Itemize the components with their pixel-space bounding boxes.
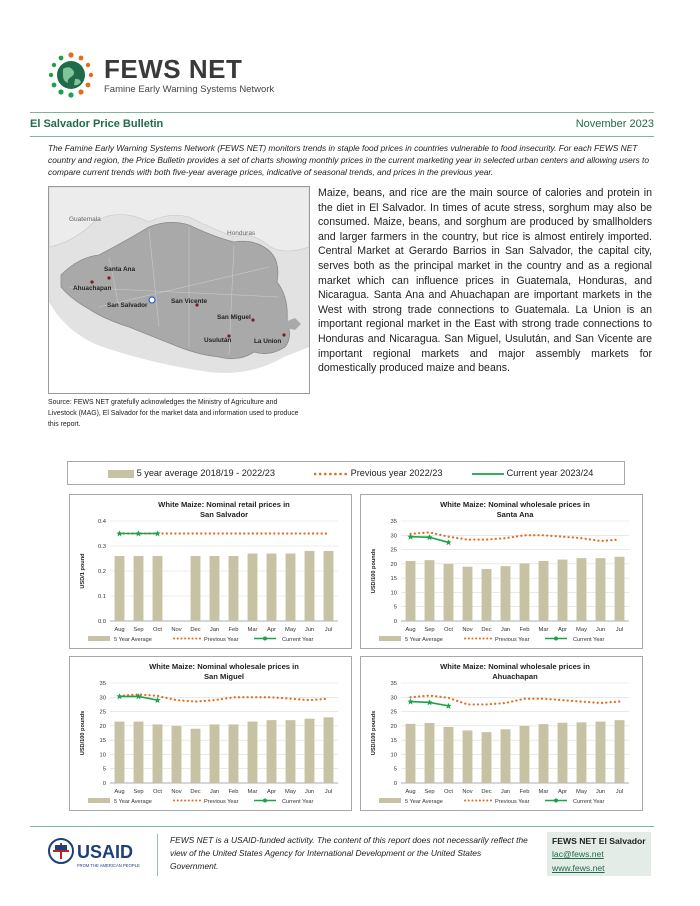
bar-five-year bbox=[248, 722, 258, 783]
y-tick-label: 0 bbox=[393, 619, 397, 625]
x-tick-label: Apr bbox=[266, 789, 277, 795]
chart-title-line2: Santa Ana bbox=[496, 510, 534, 519]
x-tick-label: Feb bbox=[228, 789, 239, 795]
y-tick-label: 5 bbox=[393, 766, 397, 773]
bar-five-year bbox=[229, 724, 239, 783]
x-tick-label: Oct bbox=[152, 789, 163, 795]
line-previous-year bbox=[411, 696, 620, 705]
title-rule bbox=[30, 136, 654, 137]
x-tick-label: Jun bbox=[304, 627, 315, 633]
y-tick-label: 10 bbox=[99, 752, 106, 759]
bar-five-year bbox=[463, 567, 473, 621]
bulletin-title-row bbox=[30, 118, 654, 134]
x-tick-label: Aug bbox=[405, 789, 416, 795]
y-tick-label: 15 bbox=[390, 576, 397, 583]
chart-ahuachapan bbox=[360, 656, 643, 811]
legend-current-label: Current year 2023/24 bbox=[506, 468, 594, 478]
x-tick-label: Jan bbox=[209, 789, 220, 795]
x-tick-label: Sep bbox=[133, 789, 144, 795]
y-tick-label: 0.0 bbox=[97, 619, 106, 625]
market-map bbox=[48, 186, 310, 394]
map-market-san-vicente: San Vicente bbox=[171, 298, 208, 305]
bar-five-year bbox=[615, 720, 625, 783]
y-axis-label: USD/1 pound bbox=[80, 553, 86, 589]
x-tick-label: May bbox=[285, 789, 296, 795]
map-market-la-union: La Union bbox=[254, 338, 282, 345]
bulletin-date: November 2023 bbox=[575, 118, 654, 130]
fews-net-logo bbox=[46, 50, 346, 100]
bar-five-year bbox=[463, 730, 473, 783]
legend-bar-swatch bbox=[379, 636, 401, 641]
x-tick-label: Dec bbox=[190, 789, 201, 795]
x-tick-label: Jun bbox=[595, 627, 606, 633]
x-tick-label: Oct bbox=[152, 627, 163, 633]
legend-previous-label: Previous year 2022/23 bbox=[350, 468, 443, 478]
y-tick-label: 30 bbox=[99, 695, 106, 702]
x-tick-label: Nov bbox=[462, 789, 473, 795]
legend-label-five-year: 5 Year Average bbox=[114, 637, 152, 643]
bar-five-year bbox=[406, 561, 416, 621]
x-tick-label: Aug bbox=[114, 789, 125, 795]
bar-five-year bbox=[172, 726, 182, 783]
x-tick-label: Jan bbox=[209, 627, 220, 633]
bar-five-year bbox=[596, 558, 606, 621]
y-tick-label: 25 bbox=[99, 709, 106, 716]
bar-five-year bbox=[596, 722, 606, 783]
x-tick-label: Dec bbox=[190, 627, 201, 633]
x-tick-label: May bbox=[285, 627, 296, 633]
legend-label-five-year: 5 Year Average bbox=[405, 799, 443, 805]
bar-five-year bbox=[539, 561, 549, 621]
legend-label-previous: Previous Year bbox=[204, 637, 239, 643]
y-tick-label: 0 bbox=[102, 781, 106, 787]
legend-bar-swatch bbox=[379, 798, 401, 803]
legend-previous bbox=[314, 468, 443, 479]
x-tick-label: Sep bbox=[424, 627, 435, 633]
bar-five-year bbox=[577, 722, 587, 783]
y-tick-label: 0.2 bbox=[97, 569, 106, 575]
x-tick-label: Oct bbox=[443, 789, 454, 795]
x-tick-label: Dec bbox=[481, 627, 492, 633]
x-tick-label: Mar bbox=[538, 627, 549, 633]
x-tick-label: Apr bbox=[557, 789, 568, 795]
legend-bar-swatch bbox=[88, 798, 110, 803]
x-tick-label: Sep bbox=[424, 789, 435, 795]
bar-five-year bbox=[425, 560, 435, 621]
chart-santa-ana bbox=[360, 494, 643, 649]
chart-title-line1: White Maize: Nominal wholesale prices in bbox=[440, 500, 590, 509]
y-tick-label: 0.3 bbox=[97, 544, 106, 550]
bar-five-year bbox=[324, 551, 334, 621]
bar-five-year bbox=[153, 556, 163, 621]
bar-five-year bbox=[501, 729, 511, 783]
x-tick-label: Jul bbox=[615, 789, 624, 795]
y-tick-label: 35 bbox=[390, 681, 397, 687]
bar-five-year bbox=[229, 556, 239, 621]
bar-five-year bbox=[267, 720, 277, 783]
bar-five-year bbox=[267, 554, 277, 622]
x-tick-label: Mar bbox=[247, 789, 258, 795]
map-label-guatemala: Guatemala bbox=[69, 216, 101, 223]
map-market-san-salvador: San Salvador bbox=[107, 302, 148, 309]
intro-paragraph: The Famine Early Warning Systems Network (FEWS NET) monitors trends in staple food prices in countries vulnerable to food insecurity. For each FEWS NET country and region, the Price Bulletin provides a set of charts showing monthly prices in the current marketing year in selected urban centers and allowing users to compare current trends with both five-year average prices, indicative of seasonal trends, and prices in the previous year. bbox=[48, 143, 649, 178]
bar-five-year bbox=[615, 557, 625, 621]
bar-five-year bbox=[482, 569, 492, 621]
legend-current bbox=[472, 468, 593, 479]
chart-title-line1: White Maize: Nominal wholesale prices in bbox=[440, 662, 590, 671]
x-tick-label: Jun bbox=[304, 789, 315, 795]
line-previous-year bbox=[120, 694, 329, 701]
bar-five-year bbox=[520, 726, 530, 783]
y-tick-label: 0.1 bbox=[97, 594, 106, 600]
x-tick-label: Mar bbox=[538, 789, 549, 795]
map-market-usulutan: Usulután bbox=[204, 337, 232, 344]
email-link[interactable]: lac@fews.net bbox=[552, 849, 604, 860]
usaid-tagline: FROM THE AMERICAN PEOPLE bbox=[77, 863, 140, 868]
chart-san-salvador bbox=[69, 494, 352, 649]
bar-five-year bbox=[558, 723, 568, 783]
y-tick-label: 30 bbox=[390, 695, 397, 702]
bar-five-year bbox=[482, 732, 492, 783]
map-market-santa-ana: Santa Ana bbox=[104, 266, 136, 273]
x-tick-label: Feb bbox=[519, 627, 530, 633]
legend-label-five-year: 5 Year Average bbox=[114, 799, 152, 805]
x-tick-label: Dec bbox=[481, 789, 492, 795]
contact-title: FEWS NET El Salvador bbox=[552, 836, 646, 846]
x-tick-label: Aug bbox=[114, 627, 125, 633]
x-tick-label: Nov bbox=[171, 627, 182, 633]
bar-five-year bbox=[501, 566, 511, 621]
x-tick-label: Nov bbox=[171, 789, 182, 795]
bar-five-year bbox=[115, 556, 125, 621]
legend-label-current: Current Year bbox=[573, 799, 605, 805]
x-tick-label: Nov bbox=[462, 627, 473, 633]
y-tick-label: 5 bbox=[393, 604, 397, 611]
legend-current-marker bbox=[554, 799, 558, 803]
y-tick-label: 35 bbox=[99, 681, 106, 687]
x-tick-label: Mar bbox=[247, 627, 258, 633]
x-tick-label: Feb bbox=[228, 627, 239, 633]
x-tick-label: Apr bbox=[266, 627, 277, 633]
x-tick-label: Jan bbox=[500, 789, 511, 795]
bar-five-year bbox=[425, 723, 435, 783]
logo-name: FEWS NET bbox=[104, 54, 243, 84]
contact-box bbox=[547, 832, 651, 876]
y-tick-label: 35 bbox=[390, 519, 397, 525]
chart-title-line1: White Maize: Nominal retail prices in bbox=[158, 500, 290, 509]
y-tick-label: 5 bbox=[102, 766, 106, 773]
y-tick-label: 15 bbox=[99, 738, 106, 745]
y-axis-label: USD/100 pounds bbox=[371, 548, 377, 594]
bar-five-year bbox=[191, 729, 201, 783]
bar-five-year bbox=[286, 554, 296, 622]
bar-five-year bbox=[134, 722, 144, 783]
bar-five-year bbox=[406, 724, 416, 783]
bar-swatch-icon bbox=[108, 469, 134, 479]
y-tick-label: 25 bbox=[390, 709, 397, 716]
logo-subtitle: Famine Early Warning Systems Network bbox=[104, 84, 275, 95]
x-tick-label: May bbox=[576, 789, 587, 795]
x-tick-label: Apr bbox=[557, 627, 568, 633]
y-tick-label: 10 bbox=[390, 752, 397, 759]
legend-label-current: Current Year bbox=[282, 637, 314, 643]
y-axis-label: USD/100 pounds bbox=[80, 710, 86, 756]
x-tick-label: May bbox=[576, 627, 587, 633]
map-label-honduras: Honduras bbox=[227, 230, 256, 237]
solid-line-icon bbox=[472, 469, 504, 479]
y-tick-label: 20 bbox=[390, 723, 397, 730]
usaid-logo bbox=[46, 834, 146, 874]
x-tick-label: Feb bbox=[519, 789, 530, 795]
legend-label-previous: Previous Year bbox=[204, 799, 239, 805]
x-tick-label: Sep bbox=[133, 627, 144, 633]
chart-legend bbox=[67, 461, 625, 485]
bar-five-year bbox=[444, 564, 454, 621]
bar-five-year bbox=[191, 556, 201, 621]
bar-five-year bbox=[577, 558, 587, 621]
x-tick-label: Jun bbox=[595, 789, 606, 795]
chart-san-miguel bbox=[69, 656, 352, 811]
line-previous-year bbox=[411, 532, 620, 541]
x-tick-label: Aug bbox=[405, 627, 416, 633]
capital-marker-icon bbox=[149, 297, 155, 303]
bar-five-year bbox=[305, 551, 315, 621]
footer-rule bbox=[30, 826, 654, 827]
legend-label-five-year: 5 Year Average bbox=[405, 637, 443, 643]
bar-five-year bbox=[558, 560, 568, 621]
bar-five-year bbox=[248, 554, 258, 622]
bar-five-year bbox=[324, 717, 334, 783]
y-tick-label: 25 bbox=[390, 547, 397, 554]
map-market-ahuachapan: Ahuachapan bbox=[73, 285, 112, 292]
bar-five-year bbox=[115, 722, 125, 783]
y-axis-label: USD/100 pounds bbox=[371, 710, 377, 756]
legend-bar-swatch bbox=[88, 636, 110, 641]
chart-title-line2: San Salvador bbox=[199, 510, 249, 519]
chart-title-line2: Ahuachapan bbox=[492, 672, 538, 681]
bar-five-year bbox=[444, 727, 454, 783]
bar-five-year bbox=[305, 719, 315, 783]
market-description: Maize, beans, and rice are the main source of calories and protein in the diet in El Salvador. In times of acute stress, sorghum may also be consumed. Maize, beans, and sorghum are produced by smallholders and larger farmers in the country, but rice is almost entirely imported. Central Market at Gerardo Barrios in San Salvador, the capital city, serves both as the principal market in the country and as a regional market which can influence prices in Guatemala, Honduras, and Nicaragua. Santa Ana and Ahuachapan are important markets in the West with strong trade connections to Guatemala. La Union is an important regional market in the East with strong trade connections to Honduras and Nicaragua. San Miguel, Usulután, and San Vicente are important regional markets and major assembly markets for domestically produced maize and beans. bbox=[318, 187, 652, 375]
legend-five-year-label: 5 year average 2018/19 - 2022/23 bbox=[136, 468, 275, 478]
y-tick-label: 0 bbox=[393, 781, 397, 787]
legend-current-marker bbox=[263, 637, 267, 641]
y-tick-label: 20 bbox=[99, 723, 106, 730]
legend-label-current: Current Year bbox=[573, 637, 605, 643]
bar-five-year bbox=[153, 724, 163, 783]
bar-five-year bbox=[210, 724, 220, 783]
y-tick-label: 30 bbox=[390, 533, 397, 540]
header-rule bbox=[30, 112, 654, 113]
y-tick-label: 0.4 bbox=[97, 519, 106, 525]
x-tick-label: Jul bbox=[615, 627, 624, 633]
y-tick-label: 20 bbox=[390, 561, 397, 568]
legend-label-previous: Previous Year bbox=[495, 637, 530, 643]
bar-five-year bbox=[134, 556, 144, 621]
x-tick-label: Jan bbox=[500, 627, 511, 633]
legend-label-current: Current Year bbox=[282, 799, 314, 805]
legend-five-year bbox=[108, 468, 275, 479]
legend-current-marker bbox=[554, 637, 558, 641]
bar-five-year bbox=[210, 556, 220, 621]
legend-label-previous: Previous Year bbox=[495, 799, 530, 805]
map-source: Source: FEWS NET gratefully acknowledges the Ministry of Agriculture and Livestock (MAG), El Salvador for the market data and information used to produce this report. bbox=[48, 399, 299, 429]
legend-current-marker bbox=[263, 799, 267, 803]
map-market-san-miguel: San Miguel bbox=[217, 314, 251, 321]
dotted-line-icon bbox=[314, 469, 348, 479]
footer-disclaimer: FEWS NET is a USAID-funded activity. The content of this report does not necessarily reflect the view of the United States Agency for International Development or the United States Government. bbox=[170, 835, 528, 872]
bulletin-title: El Salvador Price Bulletin bbox=[30, 118, 164, 130]
website-link[interactable]: www.fews.net bbox=[552, 862, 605, 873]
bar-five-year bbox=[286, 720, 296, 783]
bar-five-year bbox=[539, 724, 549, 783]
y-tick-label: 15 bbox=[390, 738, 397, 745]
bar-five-year bbox=[520, 563, 530, 621]
chart-title-line1: White Maize: Nominal wholesale prices in bbox=[149, 662, 299, 671]
usaid-wordmark: USAID bbox=[77, 842, 134, 862]
footer-divider bbox=[157, 834, 158, 876]
x-tick-label: Jul bbox=[324, 789, 333, 795]
y-tick-label: 10 bbox=[390, 590, 397, 597]
chart-title-line2: San Miguel bbox=[203, 672, 245, 681]
x-tick-label: Jul bbox=[324, 627, 333, 633]
x-tick-label: Oct bbox=[443, 627, 454, 633]
globe-logo-icon bbox=[46, 50, 96, 100]
